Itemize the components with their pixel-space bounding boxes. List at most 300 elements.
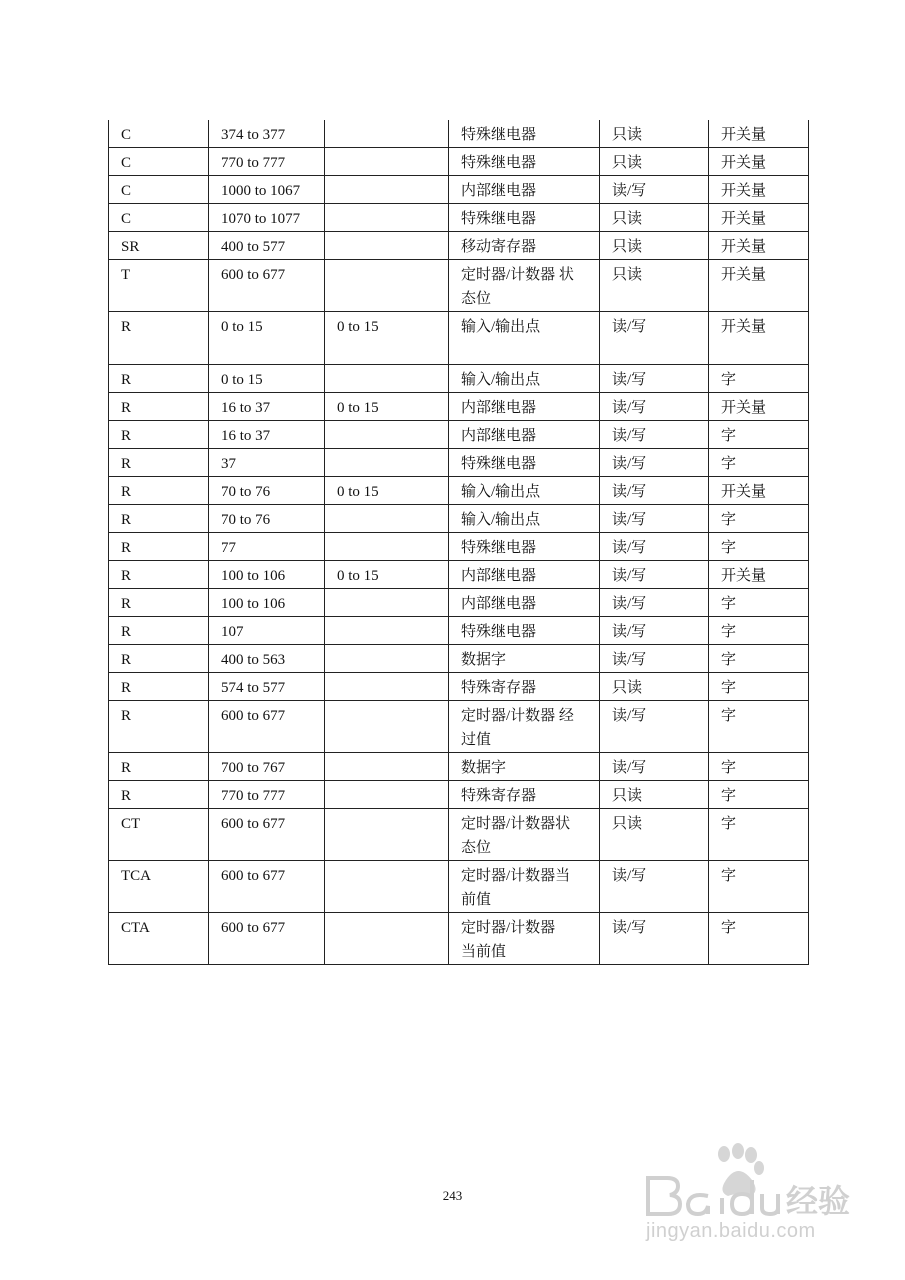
cell-address-range [209, 120, 325, 148]
cell-text: 输入/输出点 [461, 512, 541, 528]
cell-text: 特殊寄存器 [461, 680, 537, 696]
cell-description [449, 421, 600, 449]
cell-type [109, 421, 209, 449]
cell-bit-range [325, 617, 449, 645]
cell-text-line: 定时器/计数器当 [461, 868, 571, 884]
table-row [109, 589, 809, 617]
cell-data-kind [709, 260, 809, 312]
table-row [109, 148, 809, 176]
table-row [109, 393, 809, 421]
cell-type [109, 148, 209, 176]
cell-text: 0 to 15 [221, 372, 263, 388]
cell-text: 输入/输出点 [461, 372, 541, 388]
cell-text: 特殊继电器 [461, 127, 537, 143]
cell-text: 只读 [612, 816, 643, 832]
cell-text: 字 [721, 760, 737, 776]
cell-bit-range [325, 449, 449, 477]
cell-address-range [209, 365, 325, 393]
cell-access [600, 148, 709, 176]
table-row [109, 421, 809, 449]
cell-description [449, 204, 600, 232]
cell-text: 只读 [612, 211, 643, 227]
cell-text: CTA [121, 920, 150, 936]
cell-text: 读/写 [612, 456, 647, 472]
cell-description [449, 365, 600, 393]
cell-description [449, 913, 600, 965]
cell-bit-range [325, 753, 449, 781]
cell-text: 开关量 [721, 127, 767, 143]
cell-text: 字 [721, 540, 737, 556]
cell-text: 特殊继电器 [461, 540, 537, 556]
table-row [109, 617, 809, 645]
cell-bit-range [325, 809, 449, 861]
table-row [109, 861, 809, 913]
table-row [109, 120, 809, 148]
table-row [109, 176, 809, 204]
cell-text: R [121, 680, 132, 696]
cell-type [109, 204, 209, 232]
cell-text: 只读 [612, 267, 643, 283]
cell-text: 数据字 [461, 760, 507, 776]
cell-text: 400 to 577 [221, 239, 286, 255]
cell-text: R [121, 568, 132, 584]
cell-bit-range [325, 365, 449, 393]
cell-text: 0 to 15 [337, 400, 379, 416]
cell-address-range [209, 673, 325, 701]
cell-text-line: 定时器/计数器 [461, 920, 556, 936]
cell-text: 读/写 [612, 540, 647, 556]
cell-text: R [121, 484, 132, 500]
cell-data-kind [709, 365, 809, 393]
cell-data-kind [709, 861, 809, 913]
cell-text: 内部继电器 [461, 400, 537, 416]
cell-description [449, 589, 600, 617]
cell-text: SR [121, 239, 140, 255]
cell-type [109, 120, 209, 148]
cell-text-line: 当前值 [461, 944, 507, 960]
cell-text: 字 [721, 596, 737, 612]
cell-access [600, 260, 709, 312]
cell-address-range [209, 861, 325, 913]
cell-text: 字 [721, 680, 737, 696]
cell-text: 400 to 563 [221, 652, 286, 668]
baidu-jingyan-logo [640, 1140, 860, 1220]
cell-text: 600 to 677 [221, 868, 286, 884]
cell-address-range [209, 753, 325, 781]
cell-data-kind [709, 477, 809, 505]
cell-text: R [121, 652, 132, 668]
cell-text: R [121, 624, 132, 640]
cell-access [600, 421, 709, 449]
cell-text: 读/写 [612, 868, 647, 884]
cell-data-kind [709, 421, 809, 449]
cell-access [600, 120, 709, 148]
cell-text: 770 to 777 [221, 788, 286, 804]
cell-data-kind [709, 533, 809, 561]
cell-text: 1070 to 1077 [221, 211, 301, 227]
cell-access [600, 505, 709, 533]
cell-text: 字 [721, 708, 737, 724]
cell-text: 数据字 [461, 652, 507, 668]
cell-bit-range [325, 589, 449, 617]
cell-data-kind [709, 232, 809, 260]
table-row [109, 232, 809, 260]
cell-text: R [121, 760, 132, 776]
cell-description [449, 232, 600, 260]
cell-description [449, 505, 600, 533]
cell-bit-range [325, 232, 449, 260]
cell-type [109, 589, 209, 617]
cell-type [109, 505, 209, 533]
table-row [109, 673, 809, 701]
cell-text: 574 to 577 [221, 680, 286, 696]
cell-address-range [209, 533, 325, 561]
cell-text: R [121, 372, 132, 388]
cell-text: 字 [721, 816, 737, 832]
cell-access [600, 204, 709, 232]
cell-data-kind [709, 753, 809, 781]
cell-address-range [209, 809, 325, 861]
cell-access [600, 589, 709, 617]
cell-data-kind [709, 505, 809, 533]
page-number: 243 [442, 1188, 463, 1203]
cell-text: C [121, 211, 132, 227]
cell-access [600, 673, 709, 701]
cell-address-range [209, 148, 325, 176]
cell-text: 0 to 15 [337, 568, 379, 584]
cell-text: 只读 [612, 155, 643, 171]
svg-text:经验: 经验 [786, 1182, 851, 1220]
cell-text: 374 to 377 [221, 127, 286, 143]
cell-data-kind [709, 120, 809, 148]
cell-access [600, 781, 709, 809]
cell-text: 特殊继电器 [461, 456, 537, 472]
cell-text: C [121, 155, 132, 171]
cell-data-kind [709, 645, 809, 673]
cell-access [600, 449, 709, 477]
cell-text: R [121, 456, 132, 472]
cell-bit-range [325, 645, 449, 673]
cell-text: 只读 [612, 788, 643, 804]
cell-data-kind [709, 176, 809, 204]
cell-description [449, 673, 600, 701]
cell-address-range [209, 477, 325, 505]
cell-type [109, 809, 209, 861]
table-row [109, 312, 809, 365]
table-row [109, 645, 809, 673]
cell-data-kind [709, 809, 809, 861]
cell-type [109, 617, 209, 645]
cell-text: 开关量 [721, 568, 767, 584]
table-row [109, 477, 809, 505]
cell-type [109, 365, 209, 393]
cell-bit-range [325, 505, 449, 533]
cell-data-kind [709, 701, 809, 753]
cell-address-range [209, 232, 325, 260]
cell-text: 内部继电器 [461, 428, 537, 444]
cell-text-line: 定时器/计数器 经 [461, 708, 574, 724]
cell-bit-range [325, 176, 449, 204]
table-row [109, 505, 809, 533]
cell-text: 字 [721, 788, 737, 804]
cell-type [109, 176, 209, 204]
cell-description [449, 393, 600, 421]
cell-address-range [209, 421, 325, 449]
cell-access [600, 393, 709, 421]
cell-text: R [121, 708, 132, 724]
cell-text: 600 to 677 [221, 708, 286, 724]
cell-address-range [209, 176, 325, 204]
cell-address-range [209, 701, 325, 753]
cell-type [109, 449, 209, 477]
cell-text: 字 [721, 512, 737, 528]
cell-text: 读/写 [612, 372, 647, 388]
cell-text-line: 态位 [461, 840, 492, 856]
cell-description [449, 617, 600, 645]
cell-text: 字 [721, 920, 737, 936]
table-row [109, 204, 809, 232]
cell-description [449, 701, 600, 753]
cell-access [600, 809, 709, 861]
cell-address-range [209, 260, 325, 312]
cell-type [109, 673, 209, 701]
cell-address-range [209, 589, 325, 617]
cell-text: 读/写 [612, 624, 647, 640]
cell-text: 读/写 [612, 319, 647, 335]
cell-type [109, 701, 209, 753]
cell-description [449, 781, 600, 809]
cell-text: 开关量 [721, 183, 767, 199]
cell-address-range [209, 204, 325, 232]
cell-text: R [121, 400, 132, 416]
cell-access [600, 645, 709, 673]
cell-text: 内部继电器 [461, 596, 537, 612]
cell-text: 700 to 767 [221, 760, 286, 776]
cell-data-kind [709, 617, 809, 645]
register-table [108, 120, 809, 965]
cell-bit-range [325, 204, 449, 232]
cell-text: 字 [721, 372, 737, 388]
table-row [109, 365, 809, 393]
cell-description [449, 260, 600, 312]
cell-type [109, 645, 209, 673]
cell-type [109, 260, 209, 312]
cell-text: CT [121, 816, 141, 832]
cell-text-line: 过值 [461, 732, 492, 748]
cell-description [449, 561, 600, 589]
cell-bit-range [325, 477, 449, 505]
cell-data-kind [709, 312, 809, 365]
cell-text: 600 to 677 [221, 816, 286, 832]
register-table-body [109, 120, 809, 965]
cell-text: R [121, 540, 132, 556]
cell-text: 内部继电器 [461, 183, 537, 199]
cell-text: 字 [721, 868, 737, 884]
cell-address-range [209, 913, 325, 965]
cell-bit-range [325, 561, 449, 589]
cell-text: 特殊继电器 [461, 155, 537, 171]
cell-access [600, 533, 709, 561]
cell-text: R [121, 319, 132, 335]
cell-text: 输入/输出点 [461, 319, 541, 335]
cell-type [109, 781, 209, 809]
cell-access [600, 561, 709, 589]
cell-type [109, 861, 209, 913]
cell-text: T [121, 267, 131, 283]
cell-text: 读/写 [612, 183, 647, 199]
cell-description [449, 120, 600, 148]
cell-description [449, 176, 600, 204]
cell-data-kind [709, 673, 809, 701]
cell-bit-range [325, 260, 449, 312]
cell-bit-range [325, 393, 449, 421]
cell-access [600, 701, 709, 753]
cell-text: 600 to 677 [221, 920, 286, 936]
cell-text: 37 [221, 456, 236, 472]
cell-text: 读/写 [612, 428, 647, 444]
table-row [109, 809, 809, 861]
cell-description [449, 148, 600, 176]
cell-text: R [121, 596, 132, 612]
cell-text: 开关量 [721, 239, 767, 255]
cell-access [600, 617, 709, 645]
cell-text: 只读 [612, 680, 643, 696]
cell-type [109, 913, 209, 965]
cell-access [600, 365, 709, 393]
cell-type [109, 477, 209, 505]
cell-text: 70 to 76 [221, 484, 271, 500]
cell-text: C [121, 183, 132, 199]
cell-text: 读/写 [612, 652, 647, 668]
cell-data-kind [709, 913, 809, 965]
cell-text: 只读 [612, 239, 643, 255]
cell-bit-range [325, 673, 449, 701]
cell-text: 开关量 [721, 155, 767, 171]
cell-access [600, 753, 709, 781]
cell-text: 读/写 [612, 760, 647, 776]
cell-text: 字 [721, 624, 737, 640]
cell-bit-range [325, 421, 449, 449]
cell-bit-range [325, 701, 449, 753]
cell-address-range [209, 781, 325, 809]
cell-text: 特殊继电器 [461, 211, 537, 227]
cell-text: 读/写 [612, 484, 647, 500]
cell-address-range [209, 645, 325, 673]
cell-bit-range [325, 781, 449, 809]
cell-access [600, 232, 709, 260]
table-row [109, 701, 809, 753]
cell-access [600, 913, 709, 965]
cell-text: 16 to 37 [221, 400, 271, 416]
cell-description [449, 753, 600, 781]
cell-description [449, 449, 600, 477]
cell-bit-range [325, 148, 449, 176]
cell-text: 移动寄存器 [461, 239, 537, 255]
cell-address-range [209, 312, 325, 365]
cell-text: 100 to 106 [221, 568, 286, 584]
cell-text: 600 to 677 [221, 267, 286, 283]
watermark-url: jingyan.baidu.com [646, 1220, 816, 1242]
cell-text: 特殊寄存器 [461, 788, 537, 804]
cell-data-kind [709, 204, 809, 232]
cell-text: 16 to 37 [221, 428, 271, 444]
cell-text: 读/写 [612, 568, 647, 584]
cell-address-range [209, 449, 325, 477]
cell-text-line: 态位 [461, 291, 492, 307]
cell-text: 字 [721, 456, 737, 472]
cell-address-range [209, 393, 325, 421]
cell-text: 开关量 [721, 267, 767, 283]
table-row [109, 561, 809, 589]
cell-bit-range [325, 913, 449, 965]
cell-description [449, 809, 600, 861]
cell-text: 开关量 [721, 319, 767, 335]
cell-text: 读/写 [612, 708, 647, 724]
cell-text: R [121, 512, 132, 528]
cell-bit-range [325, 312, 449, 365]
cell-data-kind [709, 781, 809, 809]
cell-bit-range [325, 533, 449, 561]
cell-text-line: 前值 [461, 892, 492, 908]
cell-text: C [121, 127, 132, 143]
cell-text: 70 to 76 [221, 512, 271, 528]
cell-access [600, 861, 709, 913]
cell-access [600, 477, 709, 505]
cell-text: 开关量 [721, 400, 767, 416]
cell-access [600, 176, 709, 204]
cell-text: TCA [121, 868, 151, 884]
cell-text: 0 to 15 [337, 319, 379, 335]
cell-text: 特殊继电器 [461, 624, 537, 640]
cell-type [109, 533, 209, 561]
cell-text: 只读 [612, 127, 643, 143]
cell-description [449, 477, 600, 505]
table-row [109, 260, 809, 312]
cell-address-range [209, 617, 325, 645]
cell-text: 读/写 [612, 400, 647, 416]
cell-type [109, 753, 209, 781]
cell-text: 读/写 [612, 596, 647, 612]
cell-bit-range [325, 861, 449, 913]
table-row [109, 753, 809, 781]
baidu-jingyan-watermark [640, 1140, 860, 1245]
cell-text: 读/写 [612, 920, 647, 936]
cell-description [449, 861, 600, 913]
cell-address-range [209, 505, 325, 533]
cell-text: 0 to 15 [221, 319, 263, 335]
cell-text: 内部继电器 [461, 568, 537, 584]
cell-text: 字 [721, 428, 737, 444]
table-row [109, 913, 809, 965]
cell-text: R [121, 428, 132, 444]
cell-type [109, 312, 209, 365]
table-row [109, 533, 809, 561]
cell-text-line: 定时器/计数器状 [461, 816, 571, 832]
cell-text: 77 [221, 540, 236, 556]
cell-description [449, 645, 600, 673]
cell-text: 770 to 777 [221, 155, 286, 171]
cell-description [449, 533, 600, 561]
cell-text: 开关量 [721, 211, 767, 227]
cell-type [109, 393, 209, 421]
cell-text: 107 [221, 624, 244, 640]
cell-address-range [209, 561, 325, 589]
cell-text: 输入/输出点 [461, 484, 541, 500]
cell-type [109, 232, 209, 260]
cell-data-kind [709, 449, 809, 477]
cell-bit-range [325, 120, 449, 148]
cell-data-kind [709, 561, 809, 589]
